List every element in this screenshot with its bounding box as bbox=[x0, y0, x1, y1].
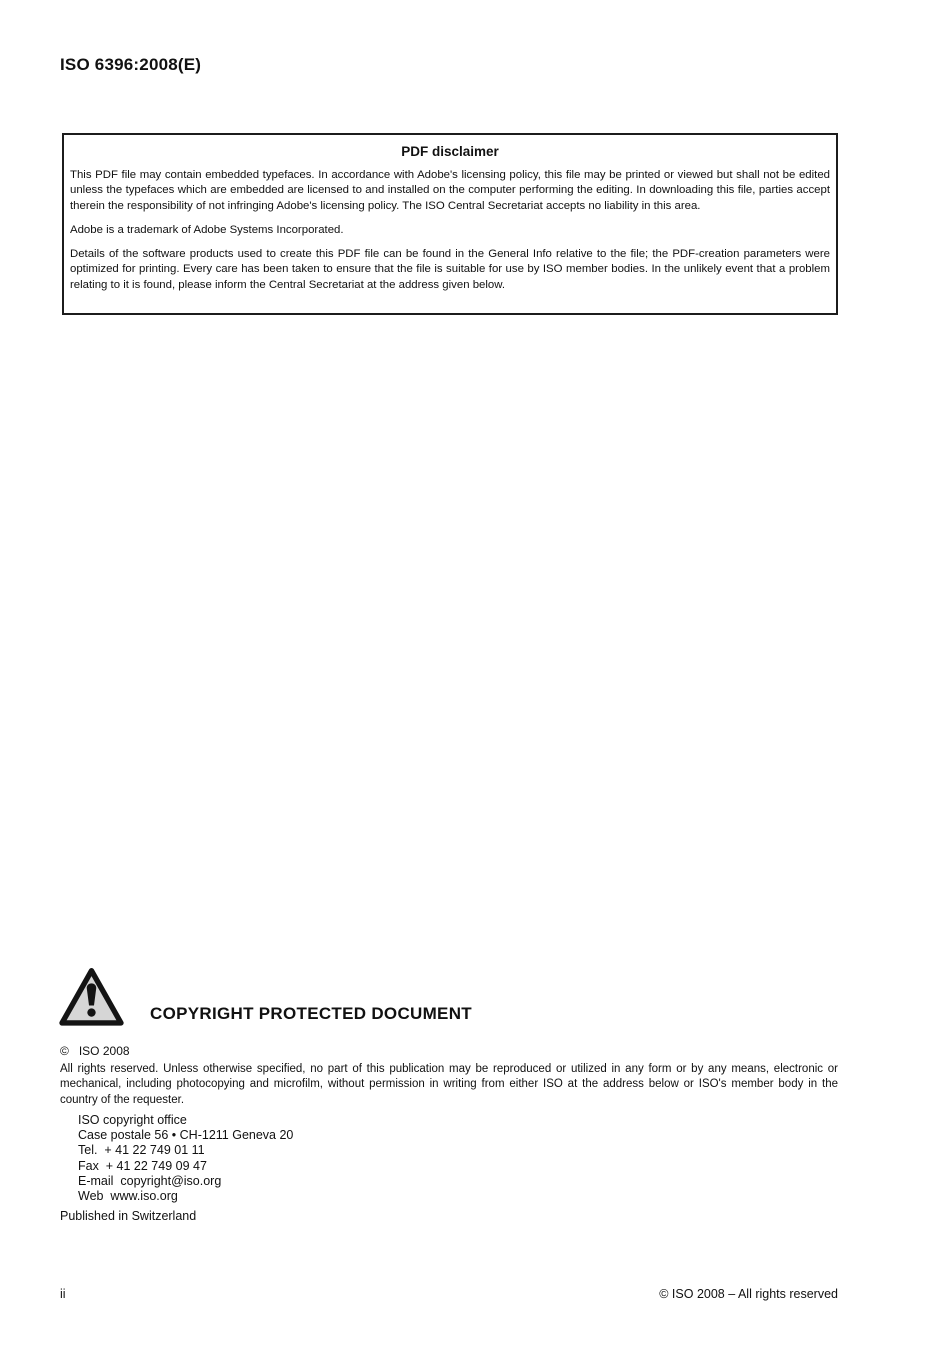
published-in-switzerland-text: Published in Switzerland bbox=[60, 1209, 197, 1223]
address-line-web: Web www.iso.org bbox=[78, 1189, 178, 1204]
copyright-protected-heading: COPYRIGHT PROTECTED DOCUMENT bbox=[150, 1004, 472, 1023]
address-line-tel: Tel. + 41 22 749 01 11 bbox=[78, 1143, 205, 1158]
footer-copyright-text: © ISO 2008 – All rights reserved bbox=[659, 1287, 838, 1301]
address-line-postal: Case postale 56 • CH-1211 Geneva 20 bbox=[78, 1128, 294, 1143]
address-line-fax: Fax + 41 22 749 09 47 bbox=[78, 1158, 207, 1173]
disclaimer-paragraph-adobe-trademark: Adobe is a trademark of Adobe Systems Incorporated. bbox=[70, 223, 344, 236]
warning-triangle-icon bbox=[58, 966, 125, 1029]
page-number: ii bbox=[60, 1287, 66, 1301]
address-line-office: ISO copyright office bbox=[78, 1113, 187, 1127]
document-reference-header: ISO 6396:2008(E) bbox=[60, 55, 202, 74]
disclaimer-paragraph-software-details: Details of the software products used to create this PDF file can be found in the General Info relative to the file; the PDF-creation parameters were optimized for printing. Every care has been taken to ensure that the file is suitable for use by ISO member bodies. In the unlikely event that a problem relating to it is found, please inform the Central Secretariat at the address given below. bbox=[70, 248, 830, 291]
all-rights-reserved-text: All rights reserved. Unless otherwise specified, no part of this publication may be reproduced or utilized in any form or by any means, electronic or mechanical, including photocopying and microfilm, without permission in writing from either ISO at the address below or ISO's member body in the country of the requester. bbox=[60, 1063, 838, 1106]
address-line-email: E-mail copyright@iso.org bbox=[78, 1173, 222, 1188]
iso-address-block bbox=[78, 1113, 293, 1204]
pdf-disclaimer-box bbox=[62, 133, 838, 315]
copyright-notice: © ISO 2008 bbox=[60, 1044, 130, 1058]
pdf-disclaimer-title: PDF disclaimer bbox=[401, 144, 499, 159]
page-footer bbox=[60, 1287, 838, 1301]
disclaimer-paragraph-typefaces: This PDF file may contain embedded typefaces. In accordance with Adobe's licensing policy, this file may be printed or viewed but shall not be edited unless the typefaces which are embedded are licensed to and installed on the computer performing the editing. In downloading this file, parties accept therein the responsibility of not infringing Adobe's licensing policy. The ISO Central Secretariat accepts no liability in this area. bbox=[70, 169, 830, 212]
